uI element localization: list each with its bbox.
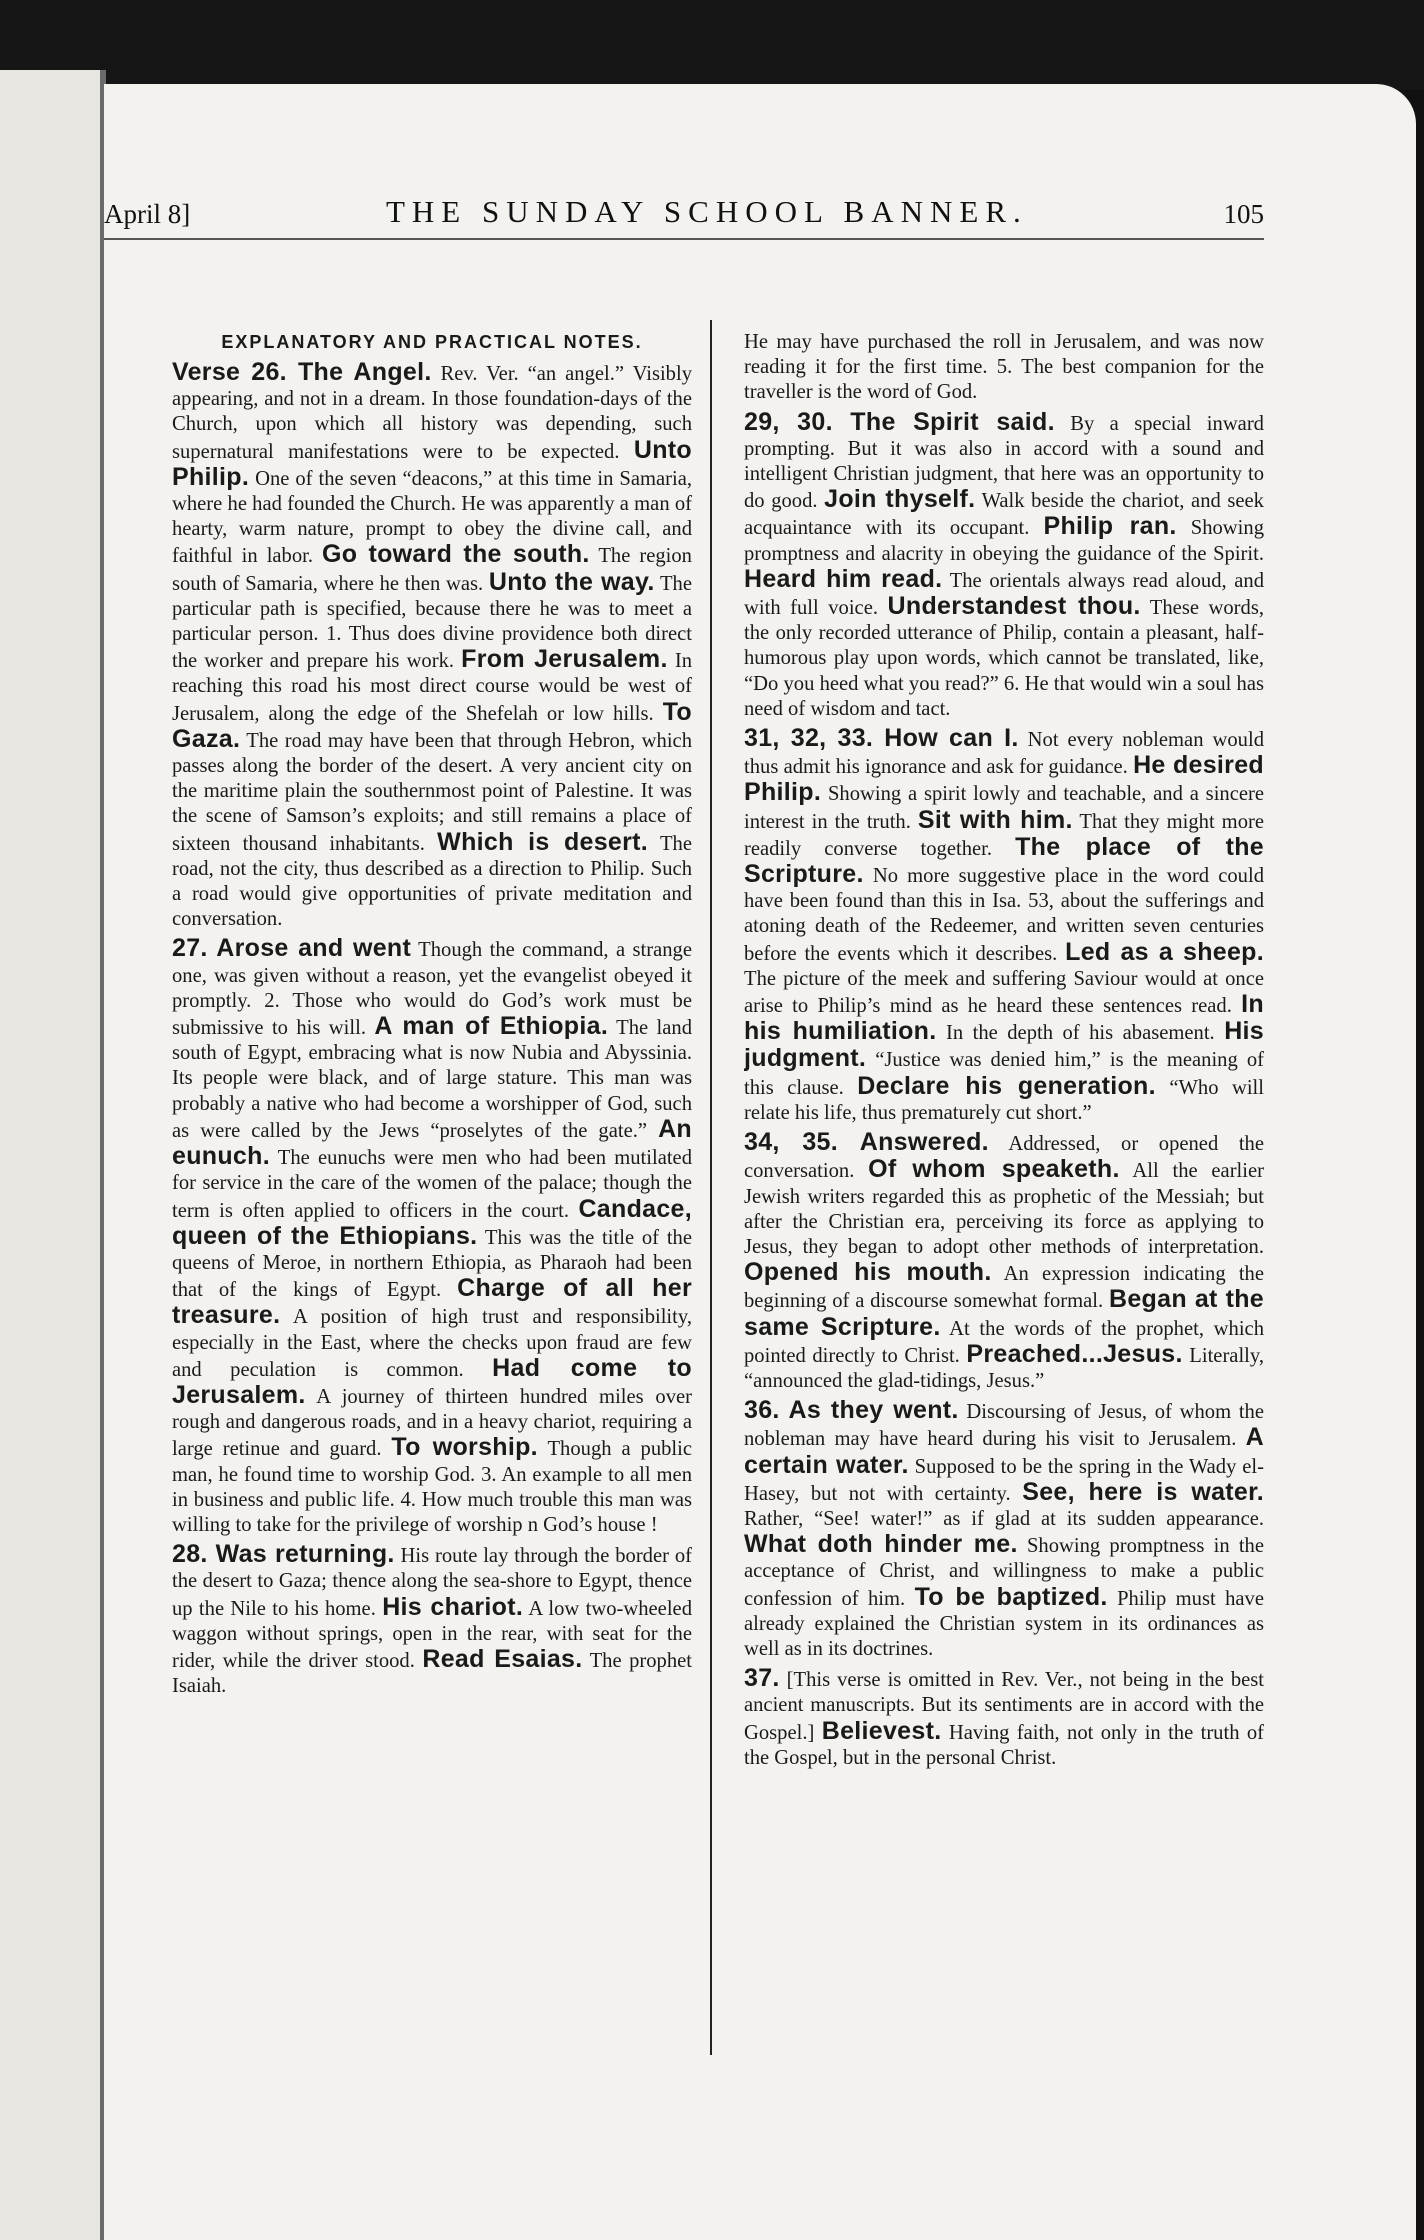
note-heading: His chariot. <box>382 1592 524 1621</box>
note-heading: 27. Arose and went <box>172 934 412 963</box>
note-heading: To Gaza. <box>172 697 692 753</box>
note-text: Addressed, or opened the conversation. <box>744 1133 1264 1183</box>
right-column <box>744 330 1264 2070</box>
note-heading: His judgment. <box>744 1017 1264 1073</box>
note-heading: Philip ran. <box>1043 512 1177 541</box>
note-text: No more suggestive place in the word could have been found than this in Isa. 53, about the sufferings and atoning death of the Redeemer, and written seven centuries before the events which it describes. <box>744 865 1264 965</box>
note-text: Though a public man, he found time to worship God. 3. An example to all men in business and public life. 4. How much trouble this man was willing to take for the privilege of worship n God’s house ! <box>172 1438 692 1536</box>
note-paragraph <box>744 726 1264 1126</box>
note-paragraph <box>172 360 692 932</box>
note-text: That they might more readily converse together. <box>744 810 1264 860</box>
note-text: The road, not the city, thus described as a direction to Philip. Such a road would give opportunities of private meditation and conversation. <box>172 832 692 931</box>
left-column-body <box>172 360 692 1699</box>
note-text: Philip must have already explained the Christian system in its ordinances as well as in its doctrines. <box>744 1587 1264 1660</box>
note-heading: 37. <box>744 1664 780 1693</box>
note-paragraph <box>744 1130 1264 1394</box>
note-heading: Heard him read. <box>744 564 943 593</box>
note-text: A position of high trust and responsibility, especially in the East, where the checks upon fraud are few and peculation is common. <box>172 1306 692 1381</box>
note-heading: What doth hinder me. <box>744 1530 1018 1559</box>
note-text: “Who will relate his life, thus prematurely cut short.” <box>744 1076 1264 1124</box>
note-heading: Verse 26. The Angel. <box>172 358 432 386</box>
note-text: Having faith, not only in the truth of the Gospel, but in the personal Christ. <box>744 1721 1264 1769</box>
note-text: “Justice was denied him,” is the meaning of this clause. <box>744 1049 1264 1099</box>
note-heading: Had come to Jerusalem. <box>172 1353 692 1409</box>
note-text: All the earlier Jewish writers regarded this as prophetic of the Messiah; but after the Christian era, perceiving its force as applying to Jesus, they began to adopt other methods of interpretation. <box>744 1160 1264 1258</box>
note-heading: Believest. <box>821 1716 942 1745</box>
note-text: By a special inward prompting. But it was also in accord with a sound and intelligent Christian judgment, that here was an opportunity to do good. <box>744 412 1264 513</box>
note-heading: Read Esaias. <box>422 1644 583 1673</box>
note-heading: To worship. <box>391 1433 538 1462</box>
note-text: The orientals always read aloud, and with full voice. <box>744 569 1264 620</box>
note-text: The region south of Samaria, where he then was. <box>172 545 692 595</box>
running-header <box>104 170 1264 240</box>
note-heading: Understandest thou. <box>887 592 1141 621</box>
scan-background <box>0 0 1424 90</box>
note-text: Literally, “announced the glad-tidings, Jesus.” <box>744 1344 1264 1392</box>
note-heading: Began at the same Scripture. <box>744 1285 1264 1341</box>
note-text: He may have purchased the roll in Jerusalem, and was now reading it for the first time. 5. The best companion for the traveller is the word of God. <box>744 331 1264 404</box>
note-text: Rev. Ver. “an angel.” Visibly appearing, and not in a dream. In those foundation-days of the Church, upon which all history was depending, such supernatural manifestations were to be expected. <box>172 363 692 463</box>
note-text: The prophet Isaiah. <box>172 1649 692 1698</box>
note-heading: 29, 30. The Spirit said. <box>744 407 1055 436</box>
note-heading: Opened his mouth. <box>744 1258 992 1287</box>
note-heading: 36. As they went. <box>744 1396 959 1425</box>
header-date: April 8] <box>104 199 191 229</box>
note-heading: 28. Was returning. <box>172 1540 395 1569</box>
note-heading: Unto the way. <box>488 567 655 596</box>
note-heading: He desired Philip. <box>744 751 1264 807</box>
note-heading: Go toward the south. <box>322 540 590 569</box>
note-text: A low two-wheeled waggon without springs, open in the rear, with seat for the rider, while the driver stood. <box>172 1597 692 1672</box>
note-heading: In his humiliation. <box>744 990 1264 1046</box>
note-heading: Of whom speaketh. <box>868 1155 1120 1184</box>
note-paragraph <box>744 1666 1264 1771</box>
section-title: EXPLANATORY AND PRACTICAL NOTES. <box>221 332 643 352</box>
left-column <box>172 330 692 2070</box>
note-text: In the depth of his abasement. <box>936 1022 1225 1045</box>
note-paragraph <box>172 1542 692 1699</box>
note-text: Showing a spirit lowly and teachable, and a sincere interest in the truth. <box>744 783 1264 833</box>
note-heading: A man of Ethiopia. <box>374 1012 609 1041</box>
note-text: One of the seven “deacons,” at this time in Samaria, where he had founded the Church. He was apparently a man of hearty, warm nature, prompt to obey the divine call, and faithful in labor. <box>172 467 692 568</box>
note-text: A journey of thirteen hundred miles over rough and dangerous roads, and in a heavy chariot, requiring a large retinue and guard. <box>172 1385 692 1461</box>
note-heading: Unto Philip. <box>172 435 692 491</box>
note-text: At the words of the prophet, which pointed directly to Christ. <box>744 1317 1264 1367</box>
note-text: Supposed to be the spring in the Wady el-Hasey, but not with certainty. <box>744 1455 1264 1505</box>
note-heading: See, here is water. <box>1022 1477 1264 1506</box>
note-text: This was the title of the queens of Meroe, in northern Ethiopia, as Pharaoh had been that of the kings of Egypt. <box>172 1226 692 1302</box>
note-text: The picture of the meek and suffering Saviour would at once arise to Philip’s mind as he heard these sentences read. <box>744 967 1264 1018</box>
note-heading: The place of the Scripture. <box>744 832 1264 889</box>
note-text: Showing promptness in the acceptance of Christ, and willingness to make a public confession of him. <box>744 1535 1264 1610</box>
note-text: The eunuchs were men who had been mutilated for service in the care of the women of the palace; though the term is often applied to officers in the court. <box>172 1147 692 1222</box>
note-heading: 34, 35. Answered. <box>744 1128 989 1157</box>
note-heading: To be baptized. <box>914 1582 1108 1611</box>
note-text: Rather, “See! water!” as if glad at its sudden appearance. <box>744 1507 1264 1530</box>
note-heading: A certain water. <box>744 1423 1264 1479</box>
previous-page-edge <box>0 70 106 2240</box>
note-heading: Sit with him. <box>917 805 1073 834</box>
note-heading: Led as a sheep. <box>1065 937 1264 966</box>
header-title: THE SUNDAY SCHOOL BANNER. <box>385 194 1028 229</box>
note-text: Though the command, a strange one, was given without a reason, yet the evangelist obeyed it promptly. 2. Those who would do God’s work must be submissive to his will. <box>172 939 692 1040</box>
note-paragraph <box>744 1398 1264 1662</box>
note-text: [This verse is omitted in Rev. Ver., not being in the best ancient manuscripts. But its sentiments are in accord with the Gospel.] <box>744 1669 1264 1744</box>
note-text: Showing promptness and alacrity in obeying the guidance of the Spirit. <box>744 517 1264 565</box>
note-heading: 31, 32, 33. How can I. <box>744 724 1019 753</box>
column-divider <box>710 320 712 2055</box>
note-text: In reaching this road his most direct course would be west of Jerusalem, along the edge of the Shefelah or low hills. <box>172 650 692 725</box>
note-text: These words, the only recorded utterance of Philip, contain a pleasant, half-humorous play upon words, which cannot be translated, like, “Do you heed what you read?” 6. He that would win a soul has need of wisdom and tact. <box>744 597 1264 720</box>
note-heading: An eunuch. <box>172 1114 692 1171</box>
right-column-body <box>744 330 1264 1771</box>
note-text: Not every nobleman would thus admit his ignorance and ask for guidance. <box>744 729 1264 779</box>
note-paragraph <box>744 330 1264 406</box>
note-heading: Preached...Jesus. <box>966 1339 1183 1368</box>
note-heading: Which is desert. <box>437 827 649 856</box>
note-heading: Join thyself. <box>824 485 976 514</box>
note-text: The road may have been that through Hebron, which passes along the border of the desert. A very ancient city on the maritime plain the southernmost point of Palestine. It was the scene of Samson’s exploits; and still remains a place of sixteen thousand inhabitants. <box>172 729 692 855</box>
note-text: Walk beside the chariot, and seek acquaintance with its occupant. <box>744 490 1264 540</box>
note-heading: Charge of all her treasure. <box>172 1274 692 1330</box>
note-text: An expression indicating the beginning of a discourse somewhat formal. <box>744 1263 1264 1313</box>
note-text: The land south of Egypt, embracing what is now Nubia and Abyssinia. Its people were black, and of large stature. This man was probably a native who had become a worshipper of God, such as were called by the Jews “proselytes of the gate.” <box>172 1017 692 1142</box>
note-heading: From Jerusalem. <box>461 645 668 674</box>
note-heading: Candace, queen of the Ethiopians. <box>172 1194 692 1250</box>
note-paragraph <box>744 407 1264 722</box>
note-text: Discoursing of Jesus, of whom the nobleman may have heard during his visit to Jerusalem. <box>744 1401 1264 1451</box>
note-text: The particular path is specified, because there he was to meet a particular person. 1. Thus does divine providence both direct the worker and prepare his work. <box>172 572 692 673</box>
page-number: 105 <box>1223 199 1264 229</box>
note-paragraph <box>172 936 692 1538</box>
note-heading: Declare his generation. <box>857 1071 1156 1100</box>
note-text: His route lay through the border of the desert to Gaza; thence along the sea-shore to Egypt, thence up the Nile to his home. <box>172 1545 692 1620</box>
